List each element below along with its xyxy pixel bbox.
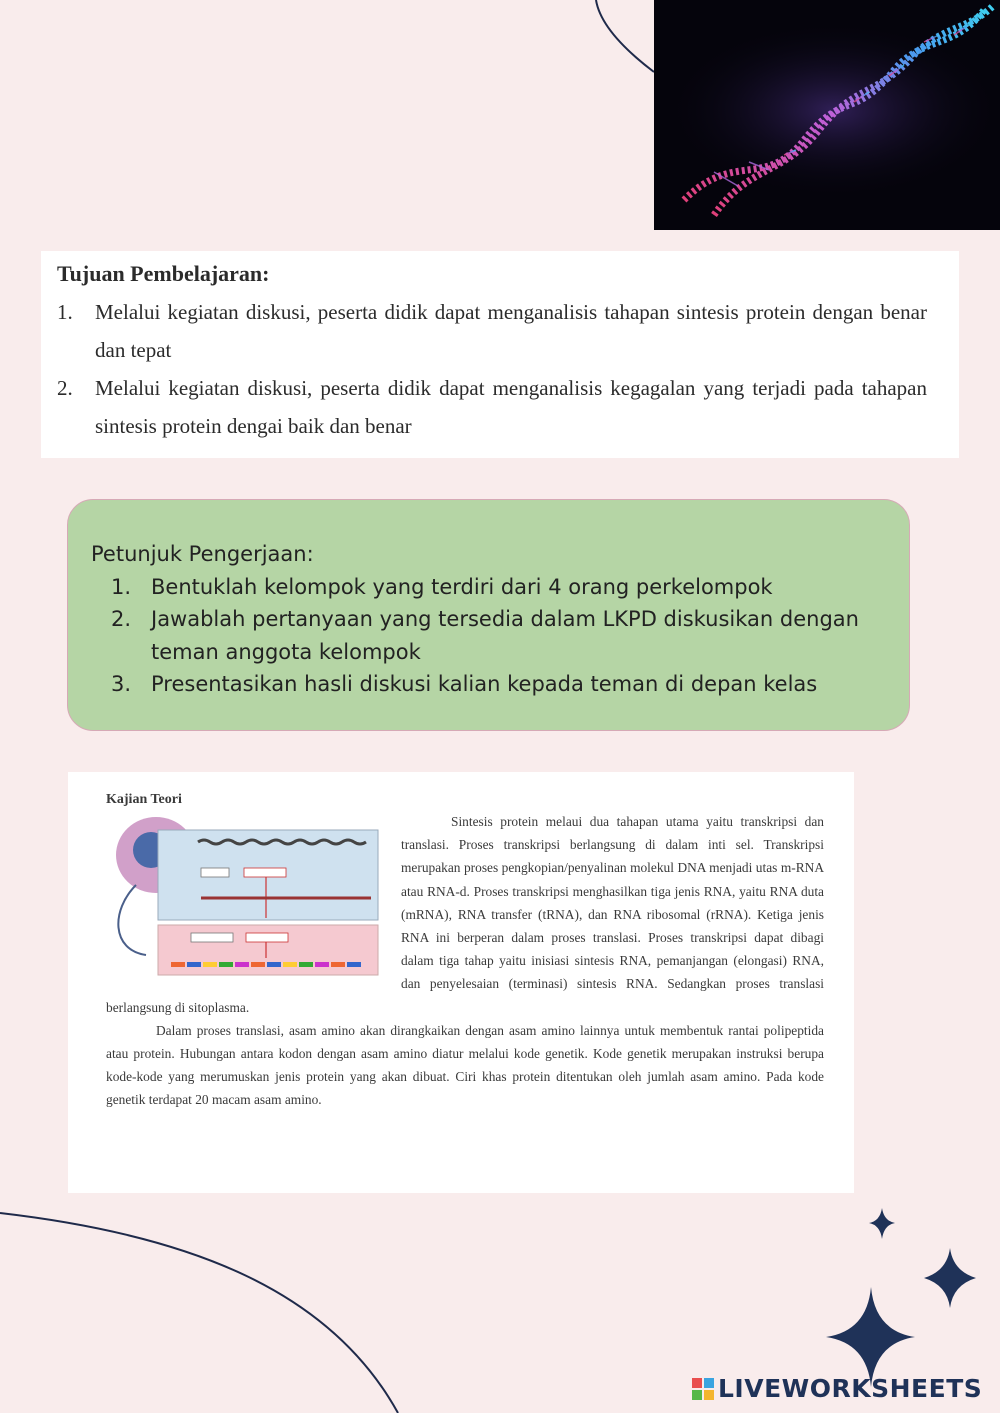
instruction-item [91,668,885,701]
instruction-number: 1. [110,574,132,599]
brand-watermark [692,1374,982,1403]
instructions-title: Petunjuk Pengerjaan: [91,542,314,566]
protein-synthesis-diagram [106,810,381,980]
dna-helix-image [654,0,1000,230]
instruction-number: 2. [110,607,132,631]
instruction-text: Bentuklah kelompok yang terdiri dari 4 orang perkelompok [151,574,773,599]
instruction-text: Jawablah pertanyaan yang tersedia dalam LKPD diskusikan dengan teman anggota kelompok [151,607,859,664]
theory-paragraph: Sintesis protein melaui dua tahapan utama yaitu transkripsi dan translasi. Proses transkripsi berlangsung di dalam inti sel. Transkripsi merupakan proses pengkopian/penyalinan molekul DNA menjadi utas m-RNA atau RNA-d. Proses transkripsi menghasilkan tiga jenis RNA, yaitu RNA duta (mRNA), RNA transfer (tRNA), dan RNA ribosomal (rRNA). Ketiga jenis RNA ini berperan dalam proses translasi. Proses transkripsi dapat dibagi dalam tiga tahap yaitu inisiasi sintesis RNA, pemanjangan (elongasi) RNA, dan penyelesaian (terminasi) sintesis RNA. Sedangkan proses translasi berlangsung di sitoplasma. [106,814,824,1015]
top-curve-line [596,0,654,72]
large-sparkle-icon [826,1287,915,1387]
objective-item [57,293,927,369]
instruction-item [91,571,885,604]
objective-text: Melalui kegiatan diskusi, peserta didik dapat menganalisis kegagalan yang terjadi pada tahapan sintesis protein dengai baik dan benar [95,376,927,438]
theory-paragraph: Dalam proses translasi, asam amino akan dirangkaikan dengan asam amino lainnya untuk membentuk rantai polipeptida atau protein. Hubungan antara kodon dengan asam amino diatur melalui kode genetik. Kode genetik merupakan instruksi berupa kode-kode yang merumuskan jenis protein yang akan dibuat. Ciri khas protein ditentukan oleh jumlah asam amino. Pada kode genetik terdapat 20 macam asam amino. [106,1022,824,1108]
objective-text: Melalui kegiatan diskusi, peserta didik dapat menganalisis tahapan sintesis protein dengan benar dan tepat [95,300,927,362]
instruction-text: Presentasikan hasli diskusi kalian kepada teman di depan kelas [151,672,818,696]
objective-number: 2. [57,376,73,400]
theory-title: Kajian Teori [106,792,182,807]
liveworksheets-logo-icon [692,1378,714,1400]
instruction-number: 3. [110,672,132,696]
brand-name: LIVEWORKSHEETS [718,1374,983,1403]
learning-objectives-panel [41,251,959,458]
objective-item [57,369,927,445]
instruction-item [91,603,885,668]
objectives-title: Tujuan Pembelajaran: [57,261,270,286]
bottom-curve-line [0,1213,398,1413]
instructions-box [67,499,910,731]
small-sparkle-icon [869,1208,895,1239]
objective-number: 1. [57,300,73,324]
medium-sparkle-icon [924,1248,976,1308]
theory-section [68,772,854,1193]
